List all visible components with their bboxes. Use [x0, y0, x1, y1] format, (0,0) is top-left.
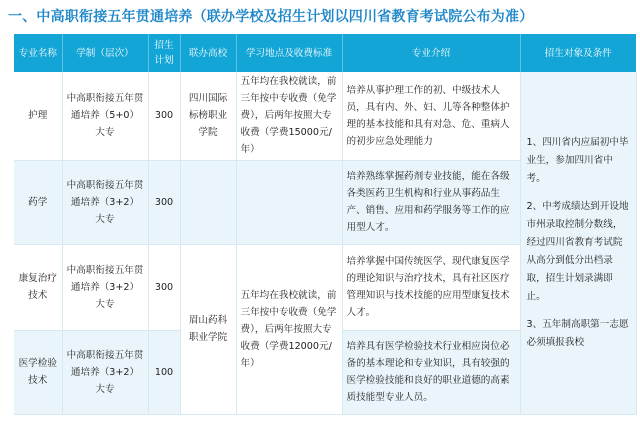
duration-cell: 中高职衔接五年贯通培养（3+2）大专 [62, 330, 148, 414]
plan-cell: 300 [148, 160, 180, 244]
intro-cell: 培养熟练掌握药剂专业技能，能在各级各类医药卫生机构和行业从事药品生产、销售、应用和药学服务等工作的应用型人才。 [342, 160, 520, 244]
header-intro: 专业介绍 [342, 34, 520, 72]
enrollment-table [14, 34, 637, 415]
major-cell: 医学检验技术 [14, 330, 62, 414]
header-enroll: 招生对象及条件 [520, 34, 636, 72]
intro-cell: 培养从事护理工作的初、中级技术人员，具有内、外、妇、儿等各种整体护理的基本技能和具有对急、危、重病人的初步应急处理能力 [342, 72, 520, 160]
empty-school-cell [180, 160, 236, 244]
intro-cell: 培养掌握中国传统医学、现代康复医学的理论知识与治疗技术，具有社区医疗管理知识与技术技能的应用型康复技术人才。 [342, 244, 520, 330]
school-cell: 眉山药科职业学院 [180, 244, 236, 414]
major-cell: 药学 [14, 160, 62, 244]
page-title: 一、中高职衔接五年贯通培养（联办学校及招生计划以四川省教育考试院公布为准） [8, 9, 534, 25]
duration-cell: 中高职衔接五年贯通培养（3+2）大专 [62, 244, 148, 330]
location-cell: 五年均在我校就读，前三年按中专收费（免学费），后两年按照大专收费（学费12000元/年） [236, 244, 342, 414]
table-row [14, 72, 636, 160]
table-header-row [14, 34, 636, 72]
location-cell: 五年均在我校就读，前三年按中专收费（免学费），后两年按照大专收费（学费15000元/年） [236, 72, 342, 160]
plan-cell: 300 [148, 244, 180, 330]
school-cell: 四川国际标榜职业学院 [180, 72, 236, 160]
header-major: 专业名称 [14, 34, 62, 72]
intro-cell: 培养具有医学检验技术行业相应岗位必备的基本理论和专业知识，具有较强的医学检验技能和良好的职业道德的高素质技能型专业人员。 [342, 330, 520, 414]
plan-cell: 100 [148, 330, 180, 414]
empty-location-cell [236, 160, 342, 244]
plan-cell: 300 [148, 72, 180, 160]
header-plan: 招生计划 [148, 34, 180, 72]
enroll-item: 3、五年制高职第一志愿必须填报我校 [526, 318, 629, 348]
major-cell: 护理 [14, 72, 62, 160]
duration-cell: 中高职衔接五年贯通培养（3+2）大专 [62, 160, 148, 244]
major-cell: 康复治疗技术 [14, 244, 62, 330]
enroll-item: 1、四川省内应届初中毕业生，参加四川省中考。 [526, 136, 629, 184]
header-duration: 学制（层次） [62, 34, 148, 72]
header-school: 联办高校 [180, 34, 236, 72]
duration-cell: 中高职衔接五年贯通培养（5+0）大专 [62, 72, 148, 160]
enroll-item: 2、中考成绩达到开设地市州录取控制分数线，经过四川省教育考试院从高分到低分出档录取，招生计划录满即止。 [526, 200, 629, 302]
header-location: 学习地点及收费标准 [236, 34, 342, 72]
enroll-conditions-cell [520, 72, 636, 414]
